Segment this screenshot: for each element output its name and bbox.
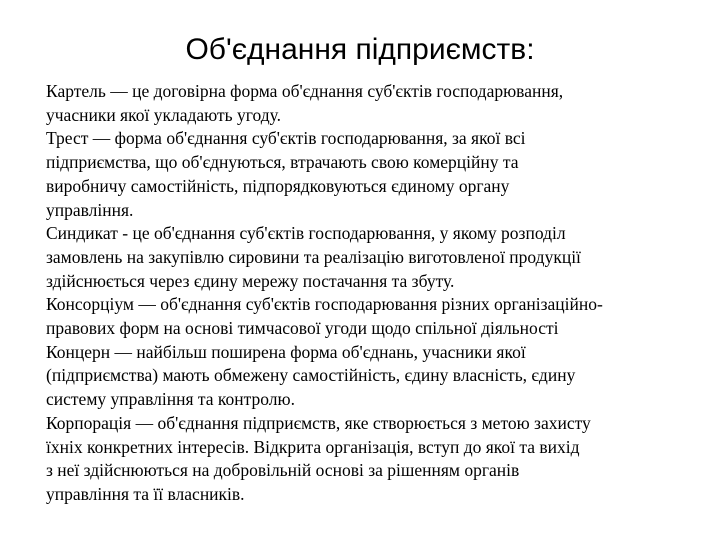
definition-concern — [46, 341, 696, 412]
definition-cartel — [46, 80, 696, 127]
definition-line: Концерн — найбільш поширена форма об'єднань, учасники якої — [46, 341, 526, 362]
definition-line: (підприємства) мають обмежену самостійність, єдину власність, єдину — [46, 365, 576, 386]
definition-corporation — [46, 412, 696, 507]
definition-line: Картель — це договірна форма об'єднання суб'єктів господарювання, — [46, 81, 564, 101]
definition-line: підприємства, що об'єднуються, втрачають свою комерційну та — [46, 152, 519, 173]
definition-line: Консорціум — об'єднання суб'єктів господарювання різних організаційно- — [46, 294, 603, 315]
definition-line: учасники якої укладають угоду. — [46, 104, 281, 125]
definition-consortium — [46, 293, 696, 340]
definition-line: Синдикат - це об'єднання суб'єктів господарювання, у якому розподіл — [46, 223, 566, 244]
definition-line: замовлень на закупівлю сировини та реалізацію виготовленої продукції — [46, 246, 581, 267]
definition-line: Корпорація — об'єднання підприємств, яке створюється з метою захисту — [46, 412, 591, 433]
definition-line: управління та її власників. — [46, 483, 245, 504]
definition-line: виробничу самостійність, підпорядковуються єдиному органу — [46, 175, 510, 196]
definition-trust — [46, 127, 696, 222]
definition-line: їхніх конкретних інтересів. Відкрита організація, вступ до якої та вихід — [46, 436, 580, 457]
definition-line: Трест — форма об'єднання суб'єктів господарювання, за якої всі — [46, 128, 526, 149]
slide-title: Об'єднання підприємств: — [185, 33, 535, 66]
definition-syndicate — [46, 222, 696, 293]
definition-line: систему управління та контролю. — [46, 389, 295, 410]
definition-line: з неї здійснюються на добровільній основі за рішенням органів — [46, 460, 520, 481]
definition-line: здійснюється через єдину мережу постачання та збуту. — [46, 270, 455, 291]
definition-line: управління. — [46, 199, 134, 220]
definition-line: правових форм на основі тимчасової угоди щодо спільної діяльності — [46, 318, 559, 339]
definitions-list — [46, 80, 696, 507]
